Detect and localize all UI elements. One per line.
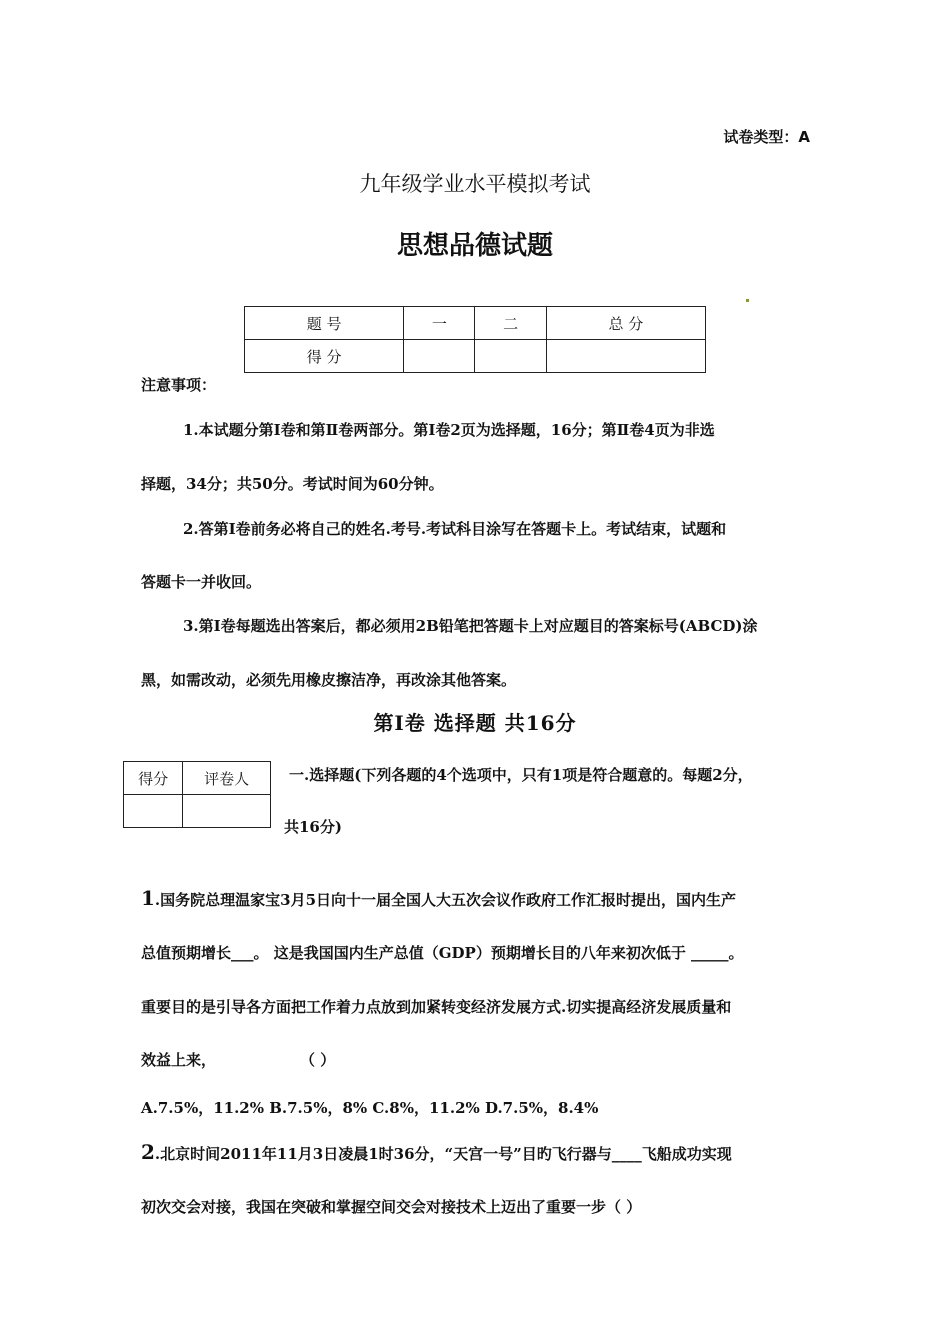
table-header-cell: 题 号 [245,307,404,340]
table-header-cell: 总 分 [546,307,705,340]
grader-cell [124,795,183,828]
question-1-line-3: 重要目的是引导各方面把工作着力点放到加紧转变经济发展方式.切实提高经济发展质量和 [141,998,732,1016]
answer-paren: （ ） [300,1051,336,1069]
table-header-cell: 二 [475,307,546,340]
table-header-cell: 一 [404,307,475,340]
table-row-label: 得 分 [245,340,404,373]
decorative-dot [746,299,749,302]
question-1-line-4: 效益上来， [141,1051,217,1069]
page-title: 思想品德试题 [396,231,553,261]
table-row [245,340,706,373]
notice-item-1-line-1: 1.本试题分第Ⅰ卷和第Ⅱ卷两部分。第Ⅰ卷2页为选择题，16分；第Ⅱ卷4页为非选 [183,421,715,439]
score-table [244,306,706,373]
score-cell [404,340,475,373]
question-1-options: A.7.5%，11.2% B.7.5%，8% C.8%，11.2% D.7.5%，8.4% [141,1099,599,1117]
notice-item-3-line-1: 3.第Ⅰ卷每题选出答案后，都必须用2B铅笔把答题卡上对应题目的答案标号(ABCD)涂 [183,617,758,635]
question-2-line-2: 初次交会对接，我国在突破和掌握空间交会对接技术上迈出了重要一步（ ） [141,1198,642,1216]
question-text: .北京时间2011年11月3日凌晨1时36分，“天宫一号”目旳飞行器与____飞船成功实现 [154,1145,732,1163]
table-header-cell: 得分 [124,762,183,795]
exam-subtitle: 九年级学业水平模拟考试 [359,172,591,196]
table-row [245,307,706,340]
grader-table [123,761,271,828]
table-row [124,795,271,828]
question-text: .国务院总理温家宝3月5日向十一届全国人大五次会议作政府工作汇报时提出，国内生产 [154,891,737,909]
section-title: 第Ⅰ卷 选择题 共16分 [373,711,577,735]
question-1-line-2: 总值预期增长___。 这是我国国内生产总值（GDP）预期增长目的八年来初次低于 _____。 [141,944,744,962]
notice-item-3-line-2: 黑，如需改动，必须先用橡皮擦洁净，再改涂其他答案。 [141,671,517,689]
notice-item-2-line-1: 2.答第Ⅰ卷前务必将自己的姓名.考号.考试科目涂写在答题卡上。考试结束，试题和 [183,520,727,538]
grader-cell [183,795,271,828]
mc-instructions-line-2: 共16分) [284,818,342,836]
question-number: 1 [141,886,155,910]
exam-type-label: 试卷类型：A [723,128,810,146]
notice-item-2-line-2: 答题卡一并收回。 [141,573,262,591]
score-cell [475,340,546,373]
question-2-line-1 [141,1140,821,1164]
question-1-line-1 [141,886,821,910]
mc-instructions-line-1: 一.选择题(下列各题的4个选项中，只有1项是符合题意的。每题2分， [289,766,753,784]
score-cell [546,340,705,373]
table-row [124,762,271,795]
table-header-cell: 评卷人 [183,762,271,795]
notice-item-1-line-2: 择题，34分；共50分。考试时间为60分钟。 [141,475,444,493]
question-number: 2 [141,1140,155,1164]
notice-title: 注意事项： [141,376,217,394]
